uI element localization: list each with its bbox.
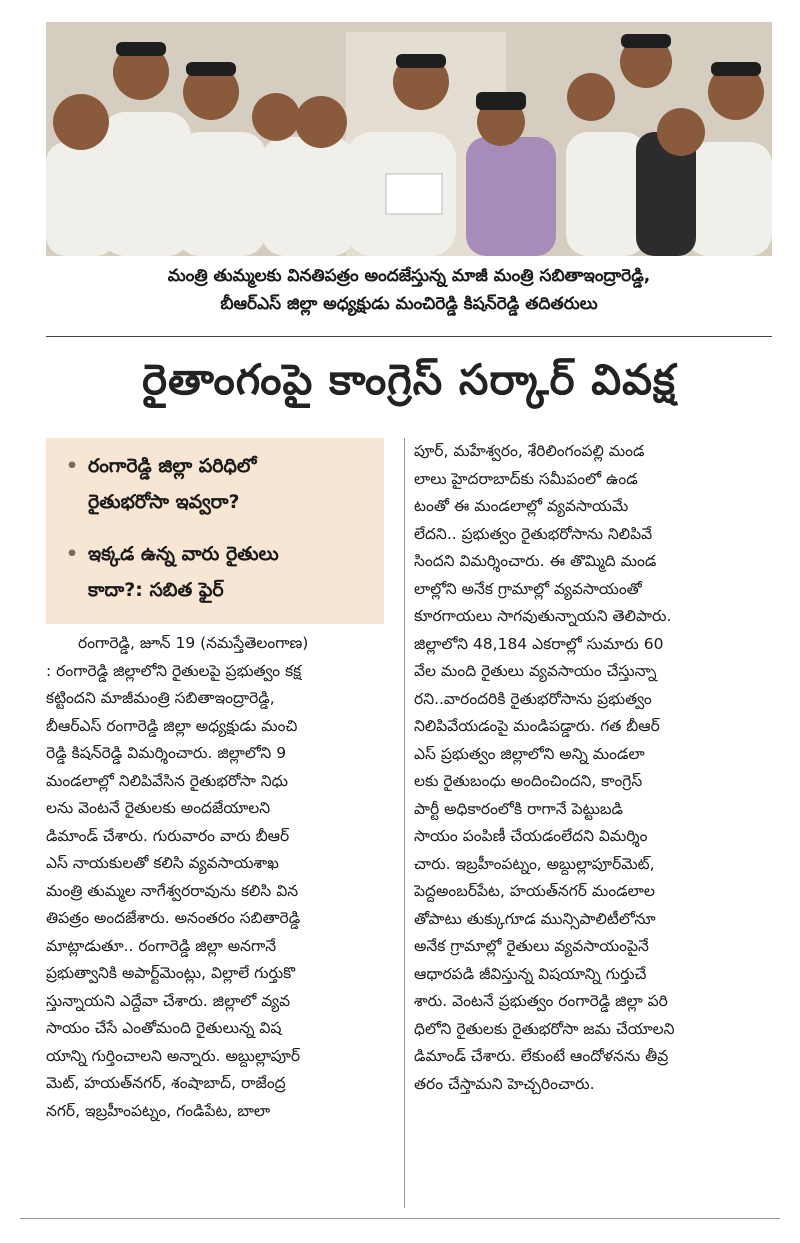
article-text-line: అనేక గ్రామాల్లో రైతులు వ్యవసాయంపైనే	[414, 937, 649, 955]
article-text-line: పూర్, మహేశ్వరం, శేరిలింగంపల్లి మండ	[414, 442, 645, 460]
group-photo-illustration	[46, 22, 772, 256]
article-text-line: కూరగాయలు సాగవుతున్నాయని తెలిపారు.	[414, 607, 672, 625]
article-text-line: కట్టిందని మాజీమంత్రి సబితాఇంద్రారెడ్డి,	[46, 689, 275, 707]
article-headline: రైతాంగంపై కాంగ్రెస్ సర్కార్ వివక్ష	[142, 355, 676, 404]
article-text-line: స్తున్నాయని ఎద్దేవా చేశారు. జిల్లాలో వ్యవ	[46, 991, 291, 1010]
article-text-line: పెద్దఅంబర్‌పేట, హయత్‌నగర్ మండలాల	[414, 882, 655, 900]
article-text-line: శారు. వెంటనే ప్రభుత్వం రంగారెడ్డి జిల్లా పరి	[414, 992, 668, 1010]
article-text-line: రని..వారందరికి రైతుభరోసాను ప్రభుత్వం	[414, 689, 652, 708]
news-photo	[46, 22, 772, 256]
bullet-icon: •	[66, 543, 79, 565]
article-text-line: లాల్లోని అనేక గ్రామాల్లో వ్యవసాయంతో	[414, 579, 642, 598]
highlight-line: ఇక్కడ ఉన్న వారు రైతులు	[88, 543, 279, 565]
article-text-line: నగర్, ఇబ్రహీంపట్నం, గండిపేట, బాలా	[46, 1101, 271, 1120]
article-text-line: టంతో ఈ మండలాల్లో వ్యవసాయమే	[414, 497, 629, 515]
article-column-left	[46, 630, 394, 1125]
caption-line-2: బీఆర్ఎస్ జిల్లా అధ్యక్షుడు మంచిరెడ్డి కిషన్‌రెడ్డి తదితరులు	[220, 294, 598, 314]
article-column-right	[414, 438, 772, 1098]
article-text-line: లేదని.. ప్రభుత్వం రైతుభరోసాను నిలిపివే	[414, 524, 653, 543]
page-bottom-rule	[20, 1218, 780, 1219]
article-text-line: ప్రభుత్వానికి అపార్ట్‌మెంట్లు, విల్లాలే గుర్తుకొ	[46, 964, 296, 982]
article-text-line: డిమాండ్ చేశారు. గురువారం వారు బీఆర్	[46, 826, 290, 845]
highlight-item	[66, 448, 376, 520]
bullet-icon: •	[66, 455, 79, 477]
article-text-line: మాట్లాడుతూ.. రంగారెడ్డి జిల్లా అనగానే	[46, 936, 277, 955]
article-text-line: మండలాల్లో నిలిపివేసిన రైతుభరోసా నిధు	[46, 771, 288, 790]
article-text-line: చారు. ఇబ్రహీంపట్నం, అబ్దుల్లాపూర్‌మెట్,	[414, 854, 655, 873]
article-text-line: నిలిపివేయడంపై మండిపడ్డారు. గత బీఆర్	[414, 717, 660, 735]
article-text-line: రంగారెడ్డి, జూన్ 19 (నమస్తేతెలంగాణ)	[78, 634, 309, 652]
highlight-box	[46, 438, 384, 624]
caption-divider	[46, 336, 772, 337]
highlight-item	[66, 536, 376, 608]
article-text-line: ధిలోని రైతులకు రైతుభరోసా జమ చేయాలని	[414, 1019, 675, 1038]
article-text-line: జిల్లాలోని 48,184 ఎకరాల్లో సుమారు 60	[414, 634, 664, 653]
highlight-line: రంగారెడ్డి జిల్లా పరిధిలో	[88, 455, 257, 477]
article-text-line: సాయం చేసే ఎంతోమంది రైతులున్న విష	[46, 1019, 282, 1037]
article-text-line: రెడ్డి కిషన్‌రెడ్డి విమర్శించారు. జిల్లాలోని 9	[46, 744, 287, 762]
article-text-line: మెట్, హయత్‌నగర్, శంషాబాద్, రాజేంద్ర	[46, 1074, 286, 1092]
article-text-line: తోపాటు తుక్కుగూడ మున్సిపాలిటీలోనూ	[414, 909, 656, 928]
caption-line-1: మంత్రి తుమ్మలకు వినతిపత్రం అందజేస్తున్న మాజీ మంత్రి సబితాఇంద్రారెడ్డి,	[167, 266, 651, 286]
article-text-line: సాయం పంపిణీ చేయడంలేదని విమర్శిం	[414, 827, 648, 845]
article-text-line: మంత్రి తుమ్మల నాగేశ్వరరావును కలిసి విన	[46, 881, 299, 900]
article-text-line: తరం చేస్తామని హెచ్చరించారు.	[414, 1074, 595, 1093]
article-text-line: బీఆర్ఎస్ రంగారెడ్డి జిల్లా అధ్యక్షుడు మంచి	[46, 716, 298, 735]
article-text-line: ఎస్ నాయకులతో కలిసి వ్యవసాయశాఖ	[46, 854, 279, 872]
article-text-line: తిపత్రం అందజేశారు. అనంతరం సబితారెడ్డి	[46, 909, 301, 927]
article-text-line: వేల మంది రైతులు వ్యవసాయం చేస్తున్నా	[414, 662, 657, 680]
highlight-line: రైతుభరోసా ఇవ్వరా?	[88, 491, 240, 513]
highlight-line: కాదా?: సబిత ఫైర్	[88, 579, 224, 601]
article-text-line: లాలు హైదరాబాద్‌కు సమీపంలో ఉండ	[414, 469, 638, 488]
article-text-line: : రంగారెడ్డి జిల్లాలోని రైతులపై ప్రభుత్వం కక్ష	[46, 661, 302, 680]
column-divider	[404, 438, 405, 1208]
article-text-line: పార్టీ అధికారంలోకి రాగానే పెట్టుబడి	[414, 799, 624, 818]
article-text-line: యాన్ని గుర్తించాలని అన్నారు. అబ్దుల్లాపూర్	[46, 1046, 301, 1065]
article-text-line: ఎస్ ప్రభుత్వం జిల్లాలోని అన్ని మండలా	[414, 744, 645, 763]
article-text-line: డిమాండ్ చేశారు. లేకుంటే ఆందోళనను తీవ్ర	[414, 1047, 669, 1065]
article-text-line: ఆధారపడి జీవిస్తున్న విషయాన్ని గుర్తుచే	[414, 964, 647, 983]
article-text-line: సిందని విమర్శించారు. ఈ తొమ్మిది మండ	[414, 552, 657, 570]
article-text-line: లను వెంటనే రైతులకు అందజేయాలని	[46, 799, 271, 817]
photo-caption	[46, 262, 772, 318]
article-text-line: లకు రైతుబంధు అందించిందని, కాంగ్రెస్	[414, 772, 643, 790]
